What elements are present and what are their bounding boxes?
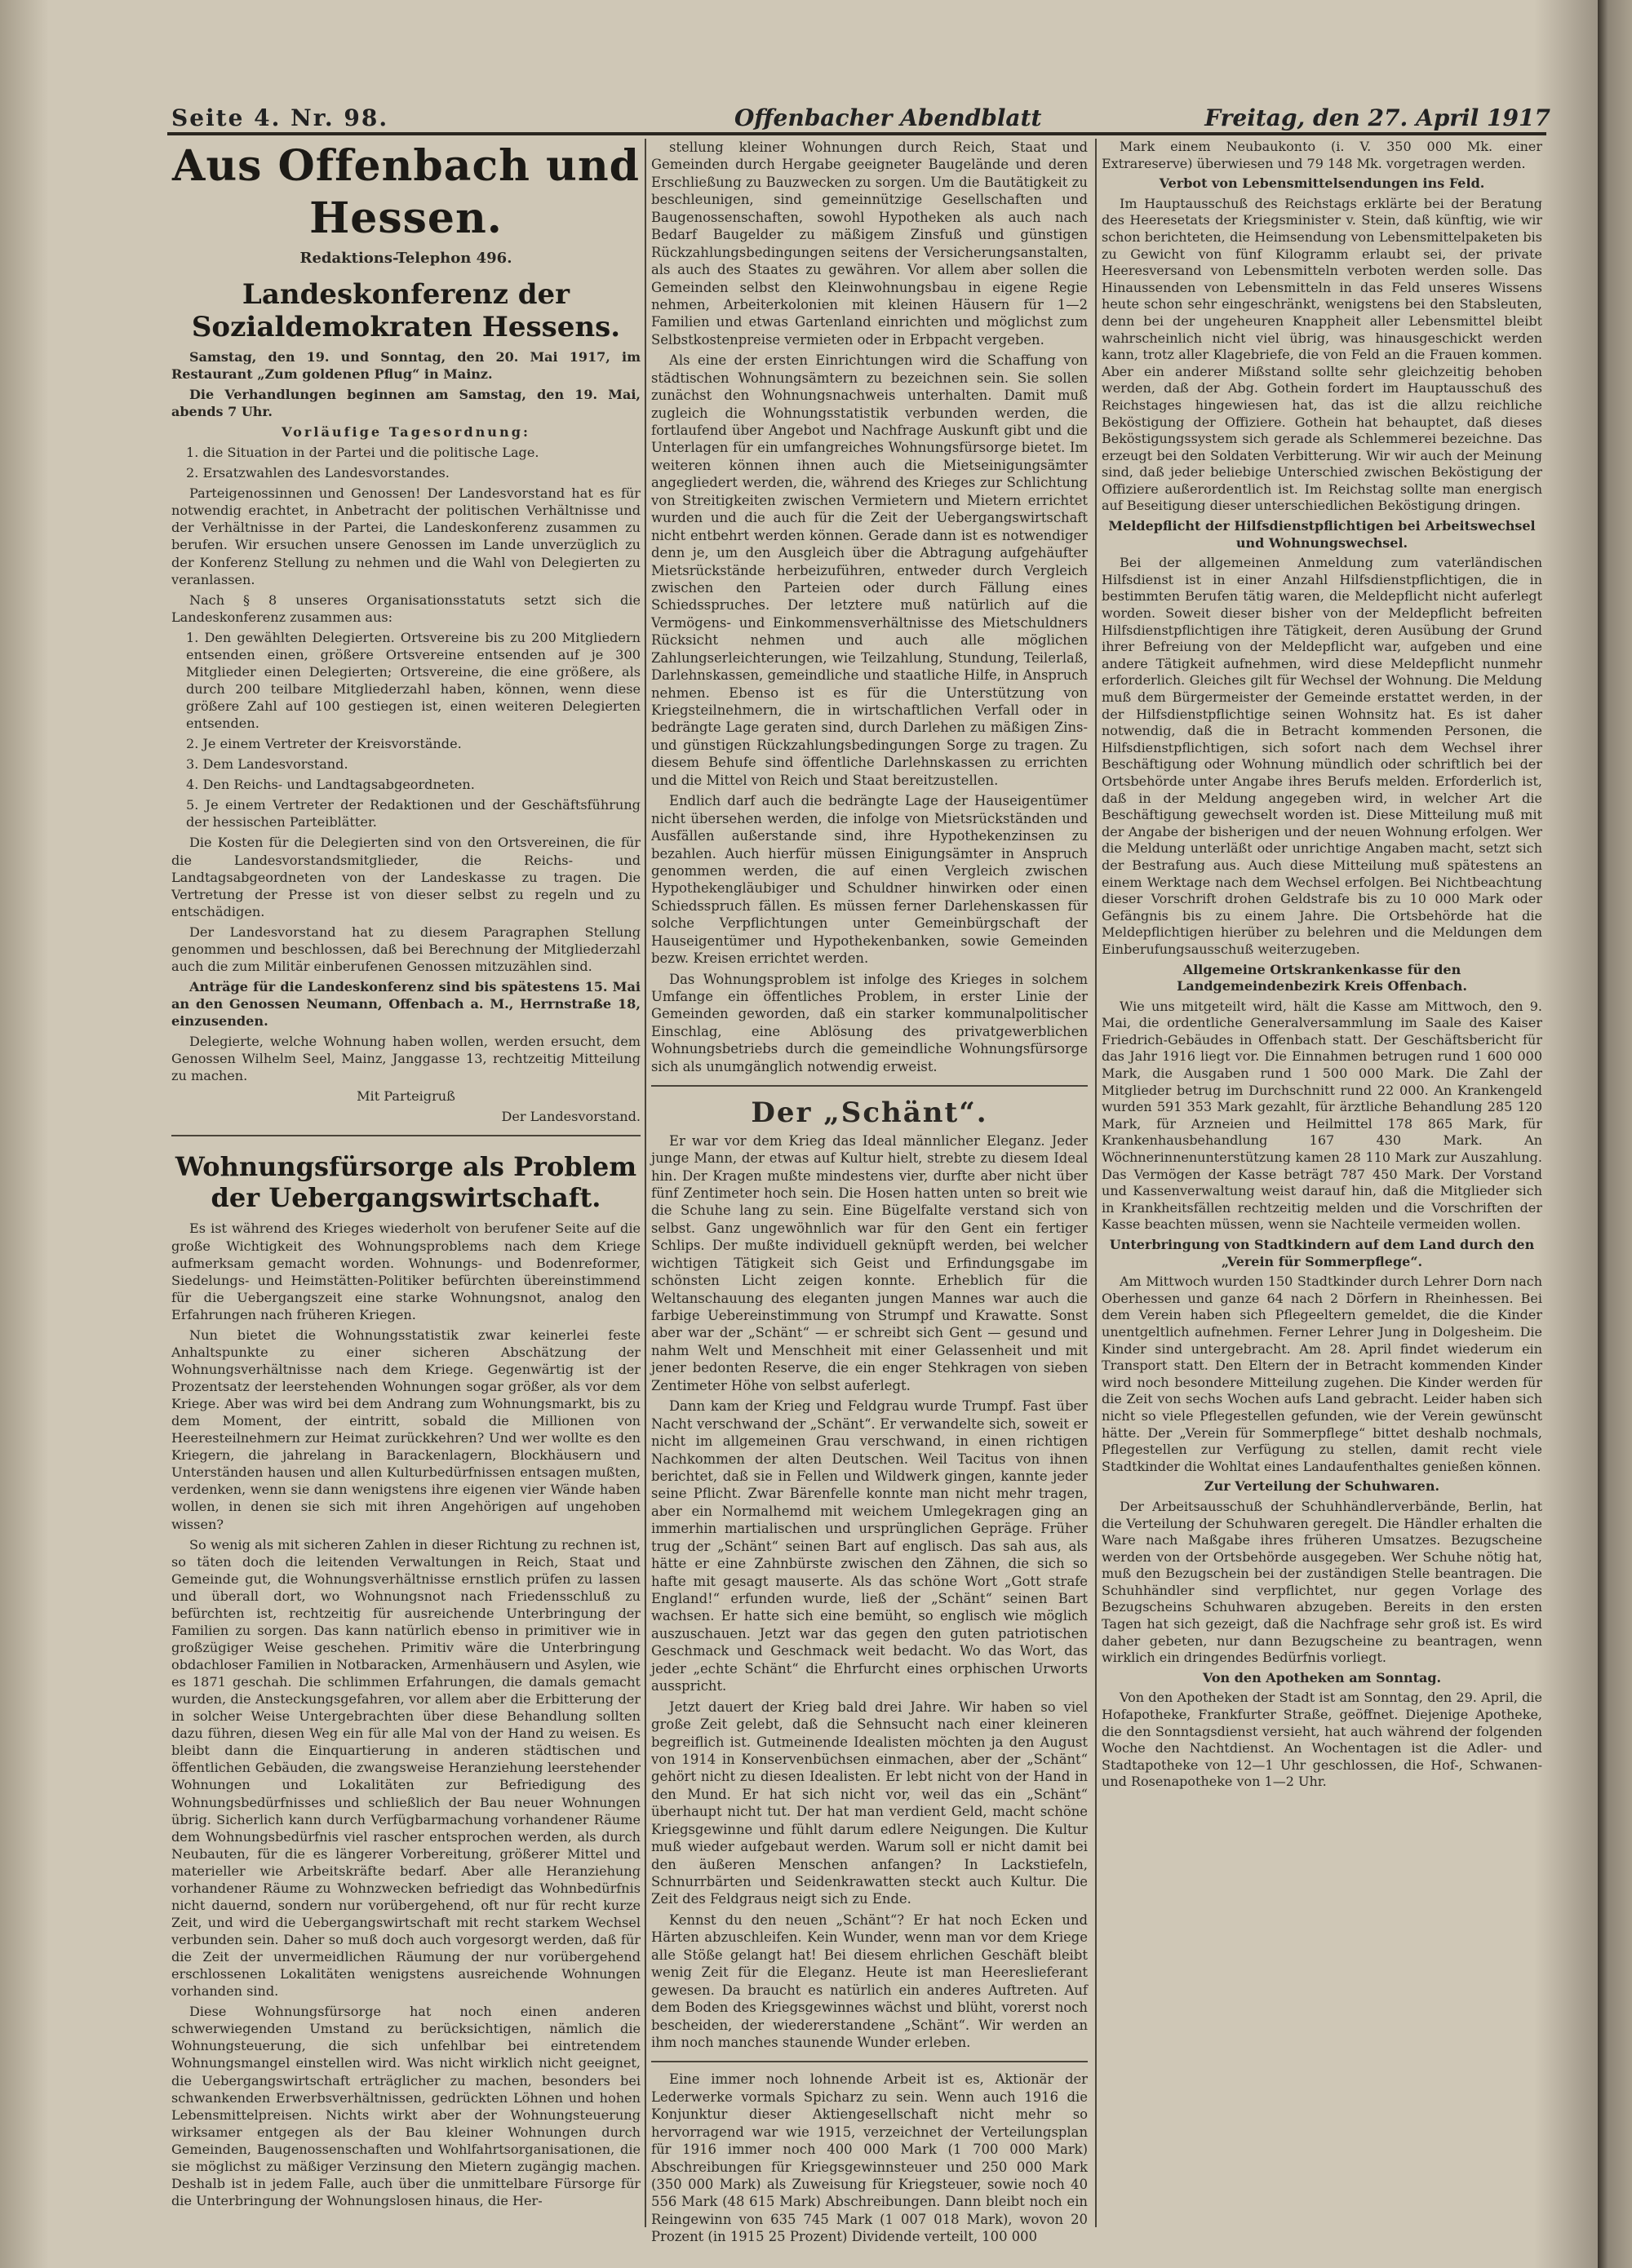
paragraph: Am Mittwoch wurden 150 Stadtkinder durch Lehrer Dorn nach Oberhessen und ganze 64 nach 2 Dörfern in Rheinhessen. Bei dem Verein haben sich Pflegeeltern gemeldet, die die Kinder unentgeltlich aufnehmen. Ferner Lehrer Jung in Dolgesheim. Die Kinder sind untergebracht. Am 28. April findet wiederum ein Transport statt. Den Eltern der in Betracht kommenden Kinder wird noch besondere Mitteilung zugehen. Die Kinder werden für die Zeit von sechs Wochen aufs Land gebracht. Leider haben sich nicht so viele Pflegestellen gefunden, wie der Verein gewünscht hätte. Der „Verein für Sommerpflege“ bittet deshalb nochmals, Pflegestellen zur Verfügung zu stellen, damit recht viele Stadtkinder die Wohltat eines Landaufenthaltes genießen können. — [1102, 1274, 1542, 1474]
paragraph: Es ist während des Krieges wiederholt von berufener Seite auf die große Wichtigkeit des Wohnungsproblems nach dem Kriege aufmerksam gemacht worden. Wohnungs- und Bodenreformer, Siedelungs- und Heimstätten-Politiker befürchten übereinstimmend für die Uebergangszeit eine starke Wohnungsnot, analog den Erfahrungen nach früheren Kriegen. — [171, 1220, 641, 1322]
news-heading: Verbot von Lebensmittelsendungen ins Feld. — [1159, 175, 1485, 192]
paragraph: Er war vor dem Krieg das Ideal männlicher Eleganz. Jeder junge Mann, der etwas auf Kultur hielt, strebte zu diesem Ideal hin. Der Kragen mußte mindestens vier, durfte aber nicht über fünf Zentimeter hoch sein. Die Hosen hatten unten so breit wie die Schuhe lang zu sein. Eine Bügelfalte verstand sich von selbst. Ganz ungewöhnlich war für den Gent ein fertiger Schlips. Der mußte individuell geknüpft werden, bei welcher wichtigen Tätigkeit sich Geist und Erfindungsgabe im schönsten Licht zeigen konnte. Erheblich für die Weltanschauung des eleganten jungen Mannes war auch die farbige Uebereinstimmung von Strumpf und Krawatte. Sonst aber war der „Schänt“ — er schreibt sich Gent — gesund und nahm Welt und Menschheit mit einer Gelassenheit und mit jener bedonten Reserve, die ein enger Stehkragen von sieben Zentimeter Höhe von selbst auferlegt. — [651, 1132, 1088, 1393]
editorial-telephone: Redaktions-Telephon 496. — [299, 250, 512, 267]
column-rule — [1095, 139, 1097, 2227]
paragraph: Die Kosten für die Delegierten sind von den Ortsvereinen, die für die Landesvorstandsmitglieder, die Reichs- und Landtagsabgeordneten von der Landeskasse zu tragen. Die Vertretung der Presse ist von dieser selbst zu regeln und zu entschädigen. — [171, 835, 641, 919]
agenda-heading: Vorläufige Tagesordnung: — [282, 424, 530, 441]
issue-date: Freitag, den 27. April 1917 — [1204, 104, 1550, 131]
paragraph: Nun bietet die Wohnungsstatistik zwar keinerlei feste Anhaltspunkte zu einer sicheren Abschätzung der Wohnungsverhältnisse nach dem Kriege. Gegenwärtig ist der Prozentsatz der leerstehenden Wohnungen sogar größer, als vor dem Kriege. Aber was wird bei dem Andrang zum Wohnungsmarkt, bis zu dem Moment, der eintritt, sobald die Millionen von Heeresteilnehmern zur Heimat zurückkehren? Und wer wollte es den Kriegern, die jahrelang in Barackenlagern, Blockhäusern und Unterständen hausen und allen Kulturbedürfnissen entsagen mußten, verdenken, wenn sie dann wenigstens ihre eigenen vier Wände haben wollen, in denen sie sich mit ihren Angehörigen auf ungehoben wissen? — [171, 1327, 641, 1532]
greeting: Mit Parteigruß — [357, 1088, 455, 1105]
header-rule — [167, 132, 1546, 135]
list-item: 5. Je einem Vertreter der Redaktionen und der Geschäftsführung der hessischen Parteiblätter. — [186, 797, 641, 831]
paragraph: Als eine der ersten Einrichtungen wird die Schaffung von städtischen Wohnungsämtern zu bezeichnen sein. Sie sollen zunächst den Wohnungsnachweis unterhalten. Damit muß zugleich die Wohnungsstatistik verbunden werden, die fortlaufend über Angebot und Nachfrage Auskunft gibt und die Unterlagen für ein umfangreiches Wohnungsfürsorge bietet. Im weiteren können ihnen auch die Mietseinigungsämter angegliedert werden, die, während des Krieges zur Schlichtung von Streitigkeiten zwischen Vermietern und Mietern errichtet wurden und die auch für die Zeit der Uebergangswirtschaft nicht entbehrt werden können. Gerade dann ist es notwendiger denn je, um den Ausgleich über die Abtragung aufgehäufter Mietsrückstände herbeizuführen, entweder durch Vergleich zwischen den Parteien oder durch Fällung eines Schiedsspruches. Der letztere muß natürlich auf die Vermögens- und Einkommensverhältnisse des Mietschuldners Rücksicht nehmen und auch alle möglichen Zahlungserleichterungen, wie Teilzahlung, Stundung, Teilerlaß, Darlehnskassen, gemeindliche und staatliche Hilfe, in Anspruch nehmen. Ebenso ist es für die Unterstützung von Kriegsteilnehmern, die in wirtschaftlichen Verfall oder in bedrängte Lage geraten sind, durch Darlehen zu mäßigen Zins- und günstigen Rückzahlungsbedingungen Sorge zu tragen. Zu diesem Behufe sind öffentliche Darlehnskassen zu errichten und die Mittel von Reich und Staat bereitzustellen. — [651, 352, 1088, 788]
paragraph: Nach § 8 unseres Organisationsstatuts setzt sich die Landeskonferenz zusammen aus: — [171, 591, 641, 625]
list-item: 1. Den gewählten Delegierten. Ortsvereine bis zu 200 Mitgliedern entsenden einen, größere Ortsvereine entsenden auf je 300 Mitglieder einen Delegierten; Ortsvereine, die eine größere, als durch 200 teilbare Mitgliederzahl haben, können, wenn diese größere Zahl auf 100 gestiegen ist, einen weiteren Delegierten entsenden. — [186, 629, 641, 732]
paragraph: Bei der allgemeinen Anmeldung zum vaterländischen Hilfsdienst ist in einer Anzahl Hilfsdienstpflichtigen, die in bestimmten Berufen tätig waren, die Meldepflicht nicht auferlegt worden. Soweit dieser bisher von der Meldepflicht befreiten Hilfsdienstpflichtigen ihre Tätigkeit, deren Ausübung der Grund ihrer Befreiung von der Meldepflicht war, aufgeben und eine andere Tätigkeit aufnehmen, wird diese Meldepflicht nunmehr erforderlich. Gleiches gilt für Wechsel der Wohnung. Die Meldung muß dem Bürgermeister der Gemeinde erstattet werden, in der der Hilfsdienstpflichtige seinen Wohnsitz hat. Es ist daher notwendig, daß die in Betracht kommenden Personen, die Hilfsdienstpflichtigen, sich sofort nach dem Wechsel ihrer Beschäftigung oder Wohnung mündlich oder schriftlich bei der Ortsbehörde unter Angabe ihres Berufs melden. Erforderlich ist, daß in der Meldung angegeben wird, in welcher Art die Beschäftigung gewechselt worden ist. Diese Mitteilung muß mit der Angabe der bisherigen und der neuen Wohnung erfolgen. Wer die Meldung unterläßt oder unrichtige Angaben macht, setzt sich der Bestrafung aus. Auch diese Mitteilung muß spätestens an einem Werktage nach dem Wechsel erfolgen. Bei Nichtbeachtung dieser Vorschrift drohen Geldstrafe bis zu 10 000 Mark oder Gefängnis bis zu einem Jahre. Die Ortsbehörde hat die Meldepflichtigen hierüber zu belehren und die Meldungen dem Einberufungsausschuß weiterzugeben. — [1102, 555, 1542, 957]
paragraph: Eine immer noch lohnende Arbeit ist es, Aktionär der Lederwerke vormals Spicharz zu sein. Wenn auch 1916 die Konjunktur dieser Aktiengesellschaft nicht mehr so hervorragend war wie 1915, verzeichnet der Verteilungsplan für 1916 immer noch 400 000 Mark (1 700 000 Mark) Abschreibungen für Kriegsgewinnsteuer und 250 000 Mark (350 000 Mark) als Zuweisung für Kriegsteuer, sowie noch 40 556 Mark (48 615 Mark) Abschreibungen. Dann bleibt noch ein Reingewinn von 635 745 Mark (1 007 018 Mark), wovon 20 Prozent (in 1915 25 Prozent) Dividende verteilt, 100 000 — [651, 2071, 1088, 2245]
article-separator — [651, 2061, 1088, 2062]
paragraph: Die Verhandlungen beginnen am Samstag, den 19. Mai, abends 7 Uhr. — [171, 387, 641, 420]
article-title-landeskonferenz: Landeskonferenz der Sozialdemokraten Hessens. — [191, 278, 621, 344]
agenda-item: 1. die Situation in der Partei und die politische Lage. — [186, 445, 539, 461]
news-heading: Unterbringung von Stadtkindern auf dem Land durch den „Verein für Sommerpflege“. — [1109, 1237, 1535, 1269]
article-title-wohnungsfuersorge: Wohnungsfürsorge als Problem der Uebergangswirtschaft. — [175, 1151, 637, 1214]
column-1 — [171, 139, 641, 2213]
paragraph: Der Arbeitsausschuß der Schuhhändlerverbände, Berlin, hat die Verteilung der Schuhwaren geregelt. Die Händler erhalten die Ware nach Maßgabe ihres früheren Umsatzes. Bezugscheine werden von der Ortsbehörde ausgegeben. Wer Schuhe nötig hat, muß den Bezugschein bei der zuständigen Stelle beantragen. Die Schuhhändler sind verpflichtet, nur gegen Vorlage des Bezugscheins Schuhwaren abzugeben. Bereits in den ersten Tagen hat sich gezeigt, daß die Nachfrage sehr groß ist. Es wird daher gebeten, nur dann Bezugscheine zu beantragen, wenn wirklich ein dringendes Bedürfnis vorliegt. — [1102, 1498, 1542, 1666]
article-separator — [651, 1085, 1088, 1087]
paragraph: Samstag, den 19. und Sonntag, den 20. Mai 1917, im Restaurant „Zum goldenen Pflug“ in Mainz. — [171, 349, 641, 383]
column-2 — [651, 139, 1088, 2249]
article-title-schaent: Der „Schänt“. — [751, 1096, 988, 1130]
news-heading: Zur Verteilung der Schuhwaren. — [1204, 1478, 1440, 1495]
paragraph: Der Landesvorstand hat zu diesem Paragraphen Stellung genommen und beschlossen, daß bei Berechnung der Mitgliederzahl auch die zum Militär einberufenen Genossen mitzuzählen sind. — [171, 924, 641, 974]
paragraph: Anträge für die Landeskonferenz sind bis spätestens 15. Mai an den Genossen Neumann, Offenbach a. M., Herrnstraße 18, einzusenden. — [171, 978, 641, 1030]
paragraph: Kennst du den neuen „Schänt“? Er hat noch Ecken und Härten abzuschleifen. Kein Wunder, wenn man vor dem Kriege alle Stöße gelangt hat! Bei diesem ehrlichen Geschäft bleibt wenig Zeit für die Eleganz. Heute ist man Heereslieferant gewesen. Da braucht es natürlich ein anderes Auftreten. Auf dem Boden des Kriegsgewinnes wächst und blüht, vorerst noch bescheiden, der wiedererstandene „Schänt“. Wir werden an ihm noch manches staunende Wunder erleben. — [651, 1911, 1088, 2050]
news-heading: Von den Apotheken am Sonntag. — [1202, 1669, 1442, 1685]
news-heading: Meldepflicht der Hilfsdienstpflichtigen bei Arbeitswechsel und Wohnungswechsel. — [1108, 518, 1536, 551]
page-number: Seite 4. Nr. 98. — [171, 104, 389, 131]
paragraph: stellung kleiner Wohnungen durch Reich, Staat und Gemeinden durch Hergabe geeigneter Baugelände und deren Erschließung zu Bauzwecken zu sorgen. Um die Bautätigkeit zu beschleunigen, sind gemeinnützige Gesellschaften und Baugenossenschaften, sowohl Hypotheken als auch nach Bedarf Baugelder zu mäßigem Zinsfuß und günstigen Rückzahlungsbedingungen seitens der Versicherungsanstalten, als auch des Staates zu gewähren. Vor allem aber sollen die Gemeinden selbst den Kleinwohnungsbau in eigene Regie nehmen, Arbeiterkolonien mit kleinen Häusern für 1—2 Familien und etwas Gartenland einrichten und möglichst zum Selbstkostenpreise vermieten oder in Erbpacht vergeben. — [651, 140, 1088, 348]
paragraph: Von den Apotheken der Stadt ist am Sonntag, den 29. April, die Hofapotheke, Frankfurter Straße, geöffnet. Diejenige Apotheke, die den Sonntagsdienst versieht, hat auch während der folgenden Woche den Nachtdienst. An Wochentagen ist die Adler- und Stadtapotheke von 12—1 Uhr geschlossen, die Hof-, Schwanen- und Rosenapotheke von 1—2 Uhr. — [1102, 1690, 1542, 1790]
column-3 — [1102, 139, 1542, 1794]
paragraph: Im Hauptausschuß des Reichstags erklärte bei der Beratung des Heeresetats der Kriegsminister v. Stein, daß künftig, wie wir schon berichteten, die Heimsendung von Lebensmittelpaketen bis zu Gewicht von fünf Kilogramm erlaubt sei, der private Heeresversand von Lebensmitteln verboten werden solle. Das Hinaussenden von Lebensmitteln in das Feld unseres Wissens heute schon sehr eingeschränkt, wenigstens bei den Stabsleuten, denn bei der ungeheuren Knappheit aller Lebensmittel bleibt wahrscheinlich nicht viel übrig, was hinausgeschickt werden kann, trotz aller Klagebriefe, die von Feld an die Frauen kommen. Aber ein anderer Mißstand sollte sehr gleichzeitig behoben werden, daß der Abg. Gothein fordert im Hauptausschuß des Reichstages hingewiesen hat, das ist die allzu reichliche Beköstigung der Offiziere. Gothein hat behauptet, daß dieses Beköstigungssystem sich gerade als Schlemmerei bezeichne. Das erzeugt bei den Soldaten Verbitterung. Wir wir auch der Meinung sind, daß jeder beliebige Unterschied zwischen Beköstigung der Offiziere außerordentlich ist. Im Reichstag sollte man energisch auf Beseitigung dieser unterschiedlichen Beköstigung dringen. — [1102, 195, 1542, 514]
paragraph: Wie uns mitgeteilt wird, hält die Kasse am Mittwoch, den 9. Mai, die ordentliche Generalversammlung im Saale des Kaiser Friedrich-Gebäudes in Offenbach statt. Der Geschäftsbericht für das Jahr 1916 liegt vor. Die Einnahmen betrugen rund 1 600 000 Mark, die Ausgaben rund 1 500 000 Mark. Die Zahl der Mitglieder betrug im Durchschnitt rund 22 000. An Krankengeld wurden 591 353 Mark gezahlt, für ärztliche Behandlung 285 120 Mark, für Arzneien und Heilmittel 178 865 Mark, für Krankenhausbehandlung 167 430 Mark. An Wöchnerinnenunterstützung kamen 28 110 Mark zur Auszahlung. Das Vermögen der Kasse beträgt 787 450 Mark. Der Vorstand und Kassenverwaltung weist darauf hin, daß die Mitglieder sich in Krankheitsfällen rechtzeitig melden und die Vorschriften der Kasse beachten müssen, wenn sie Nachteile vermeiden wollen. — [1102, 998, 1542, 1233]
section-title: Aus Offenbach und Hessen. — [171, 141, 641, 243]
paragraph: Parteigenossinnen und Genossen! Der Landesvorstand hat es für notwendig erachtet, in Anbetracht der politischen Verhältnisse und der Verhältnisse in der Partei, die Landeskonferenz zusammen zu berufen. Wir ersuchen unsere Genossen im Lande unverzüglich zu der Konferenz Stellung zu nehmen und die Wahl von Delegierten zu veranlassen. — [171, 485, 641, 587]
paragraph: Jetzt dauert der Krieg bald drei Jahre. Wir haben so viel große Zeit gelebt, daß die Sehnsucht nach einer kleineren begreiflich ist. Gutmeinende Idealisten möchten ja den August von 1914 in Konservenbüchsen einmachen, aber der „Schänt“ gehört nicht zu diesen Idealisten. Er lebt nicht von der Hand in den Mund. Er hat sich nicht vor, weil das ein „Schänt“ überhaupt nicht tut. Der hat man verdient Geld, macht schöne Kriegsgewinne und fühlt darum edlere Neigungen. Die Kultur muß wieder aufgebaut werden. Warum soll er nicht damit bei den äußeren Menschen anfangen? In Lackstiefeln, Schnurrbärten und Seidenkrawatten steckt auch Kultur. Die Zeit des Feldgraus neigt sich zu Ende. — [651, 1699, 1088, 1907]
column-rule — [645, 139, 646, 2227]
paragraph: So wenig als mit sicheren Zahlen in dieser Richtung zu rechnen ist, so täten doch die leitenden Verwaltungen in Reich, Staat und Gemeinde gut, die Wohnungsverhältnisse ernstlich prüfen zu lassen und überall dort, wo Wohnungsnot nach Friedensschluß zu befürchten ist, rechtzeitig für ausreichende Unterbringung der Familien zu sorgen. Das kann natürlich ebenso in primitiver wie in großzügiger Weise geschehen. Primitiv wäre die Unterbringung obdachloser Familien in Notbaracken, Armenhäusern und Asylen, wie es 1871 geschah. Die schlimmen Erfahrungen, die damals gemacht wurden, die Ansteckungsgefahren, vor allem aber die Erbitterung der in solcher Weise Untergebrachten über diese Behandlung sollten dazu führen, diesen Weg ein für alle Mal von der Hand zu weisen. Es bleibt dann die Einquartierung in anderen städtischen und öffentlichen Gebäuden, die zwangsweise Heranziehung leerstehender Wohnungen und Lokalitäten zur Befriedigung des Wohnungsbedürfnisses und schließlich der Bau neuer Wohnungen übrig. Sicherlich kann durch Verfügbarmachung vorhandener Räume dem Wohnungsbedürfnis viel rascher entsprochen werden, als durch Neubauten, für die es längerer Vorbereitung, größerer Mittel und materieller wie Arbeitskräfte bedarf. Aber alle Heranziehung vorhandener Räume zu Wohnzwecken befriedigt das Wohnbedürfnis nicht dauernd, sondern nur vorübergehend, oft nur für recht kurze Zeit, und wird die Uebergangswirtschaft mit recht starkem Wechsel verbunden sein. Daher so muß doch auch vorgesorgt werden, daß für die Zeit der unvermeidlichen Räumung der nur vorübergehend erschlossenen Lokalitäten wenigstens ausreichende Wohnungen vorhanden sind. — [171, 1536, 641, 2000]
list-item: 3. Dem Landesvorstand. — [186, 756, 348, 773]
page-header — [171, 98, 1550, 132]
paragraph: Delegierte, welche Wohnung haben wollen, werden ersucht, dem Genossen Wilhelm Seel, Mainz, Janggasse 13, rechtzeitig Mitteilung zu machen. — [171, 1034, 641, 1084]
next-page-edge — [1598, 0, 1632, 2268]
paragraph: Das Wohnungsproblem ist infolge des Krieges in solchem Umfange ein öffentliches Problem, in erster Linie der Gemeinden geworden, daß ein starker kommunalpolitischer Einschlag, eine Ablösung des privatgewerblichen Wohnungsbetriebs durch die gemeindliche Wohnungsfürsorge sich als unumgänglich notwendig erweist. — [651, 971, 1088, 1074]
masthead: Offenbacher Abendblatt — [734, 104, 1042, 131]
paragraph: Diese Wohnungsfürsorge hat noch einen anderen schwerwiegenden Umstand zu berücksichtigen, nämlich die Wohnungsteuerung, die sich unfehlbar bei eintretendem Wohnungsmangel einstellen wird. Was nicht wirklich nicht geeignet, die Uebergangswirtschaft erträglicher zu machen, besonders bei schwankenden Erwerbsverhältnissen, gedrückten Löhnen und hohen Lebensmittelpreisen. Nichts wirkt aber der Wohnungsteuerung wirksamer entgegen als der Bau kleiner Wohnungen durch Gemeinden, Baugenossenschaften und Wohlfahrtsorganisationen, die sie möglichst zu mäßiger Verzinsung den Mietern zugängig machen. Deshalb ist in jedem Falle, auch über die unmittelbare Fürsorge für die Unterbringung der Wohnungslosen hinaus, die Her- — [171, 2004, 641, 2208]
paragraph: Mark einem Neubaukonto (i. V. 350 000 Mk. einer Extrareserve) überwiesen und 79 148 Mk. vorgetragen werden. — [1102, 139, 1542, 171]
paragraph: Endlich darf auch die bedrängte Lage der Hauseigentümer nicht übersehen werden, die infolge von Mietsrückständen und Ausfällen außerstande sind, ihre Hypothekenzinsen zu bezahlen. Auch hierfür müssen Einigungsämter in Anspruch genommen werden, die auf einen Vergleich zwischen Hypothekengläubiger und Schuldner hinwirken oder einen Schiedsspruch fällen. Es müssen ferner Darlehenskassen für solche Verpflichtungen unter Gemeinbürgschaft der Hauseigentümer und Hypothekenbanken, sowie Gemeinden bezw. Kreisen errichtet werden. — [651, 793, 1088, 967]
signature: Der Landesvorstand. — [501, 1109, 641, 1125]
article-separator — [171, 1135, 641, 1136]
list-item: 2. Je einem Vertreter der Kreisvorstände. — [186, 736, 462, 752]
list-item: 4. Den Reichs- und Landtagsabgeordneten. — [186, 777, 475, 793]
paragraph: Dann kam der Krieg und Feldgrau wurde Trumpf. Fast über Nacht verschwand der „Schänt“. Er verwandelte sich, soweit er nicht im allgemeinen Grau verschwand, in einen richtigen Nachkommen der alten Deutschen. Weil Tacitus von ihnen berichtet, daß sie in Fellen und Wildwerk gingen, kannte jeder seine Pflicht. Zwar Bärenfelle konnte man nicht mehr tragen, aber ein Normalhemd mit weichem Umlegekragen ging an immerhin martialischen und ursprünglichen Gepräge. Früher trug der „Schänt“ seinen Bart auf englisch. Das sah aus, als hätte er eine Zahnbürste zwischen den Zähnen, die sich so hafte mit gesagt mauserte. Als das schöne Wort „Gott strafe England!“ erfunden wurde, ließ der „Schänt“ seinen Bart wachsen. Er hatte sich eine bemüht, so englisch wie möglich auszuschauen. Jetzt war das gegen den guten patriotischen Geschmack und Geschmack weit bedacht. Wo das Wort, das jeder „echte Schänt“ die Ehrfurcht eines orphischen Urworts ausspricht. — [651, 1398, 1088, 1694]
news-heading: Allgemeine Ortskrankenkasse für den Landgemeindenbezirk Kreis Offenbach. — [1177, 961, 1467, 994]
agenda-item: 2. Ersatzwahlen des Landesvorstandes. — [186, 465, 450, 481]
